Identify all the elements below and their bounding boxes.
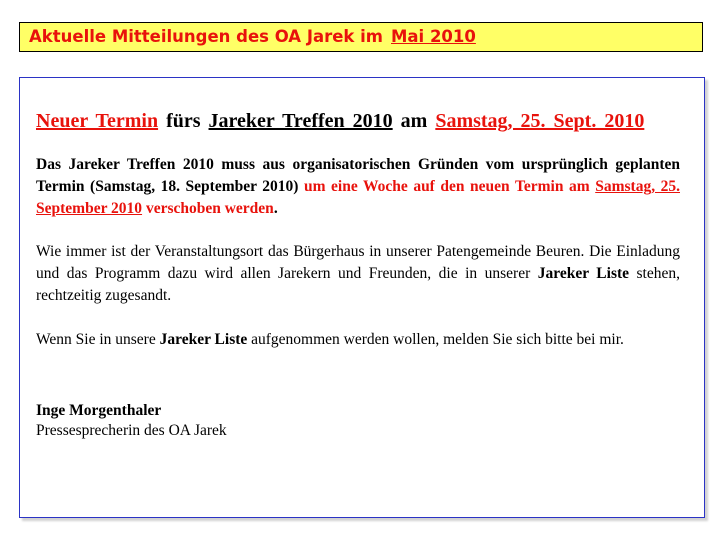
header-bar <box>19 22 703 52</box>
paragraph-venue <box>36 241 680 307</box>
content-inner <box>36 108 680 441</box>
headline <box>36 108 680 135</box>
venue-list-name: Jareker Liste <box>537 265 630 282</box>
headline-new-date: Neuer Termin <box>36 110 159 132</box>
signup-list-name: Jareker Liste <box>159 331 248 348</box>
reschedule-text: Das Jareker Treffen 2010 muss aus organisatorischen Gründen vom ursprünglich geplanten Termin (Samstag, 18. September 2010) <box>36 156 680 195</box>
headline-event: Jareker Treffen 2010 <box>208 110 393 132</box>
headline-date: Samstag, 25. Sept. 2010 <box>435 110 645 132</box>
venue-text: Wie immer ist der Veranstaltungsort das Bürgerhaus in unserer Patengemeinde Beuren. Die Einladung und das Programm dazu wird allen Jarekern und Freunden, die in unserer <box>36 243 680 282</box>
signature-name: Inge Morgenthaler <box>36 402 162 419</box>
signature-role: Pressesprecherin des OA Jarek <box>36 422 227 439</box>
venue-text-end: stehen, rechtzeitig zugesandt. <box>36 265 680 304</box>
headline-for: fürs <box>166 110 201 132</box>
header-title: Aktuelle Mitteilungen des OA Jarek im <box>29 27 383 46</box>
reschedule-red-text: um eine Woche auf den neuen Termin am <box>303 178 596 195</box>
reschedule-new-date: Samstag, 25. September 2010 <box>36 178 680 217</box>
header-month: Mai 2010 <box>391 27 476 46</box>
reschedule-period: . <box>273 200 278 217</box>
paragraph-reschedule <box>36 154 680 220</box>
content-box <box>19 77 705 518</box>
signup-text: Wenn Sie in unsere <box>36 331 160 348</box>
paragraph-signup <box>36 329 680 351</box>
headline-on: am <box>400 110 428 132</box>
reschedule-red-end: verschoben werden <box>142 200 274 217</box>
signup-text-end: aufgenommen werden wollen, melden Sie sich bitte bei mir. <box>247 331 624 348</box>
